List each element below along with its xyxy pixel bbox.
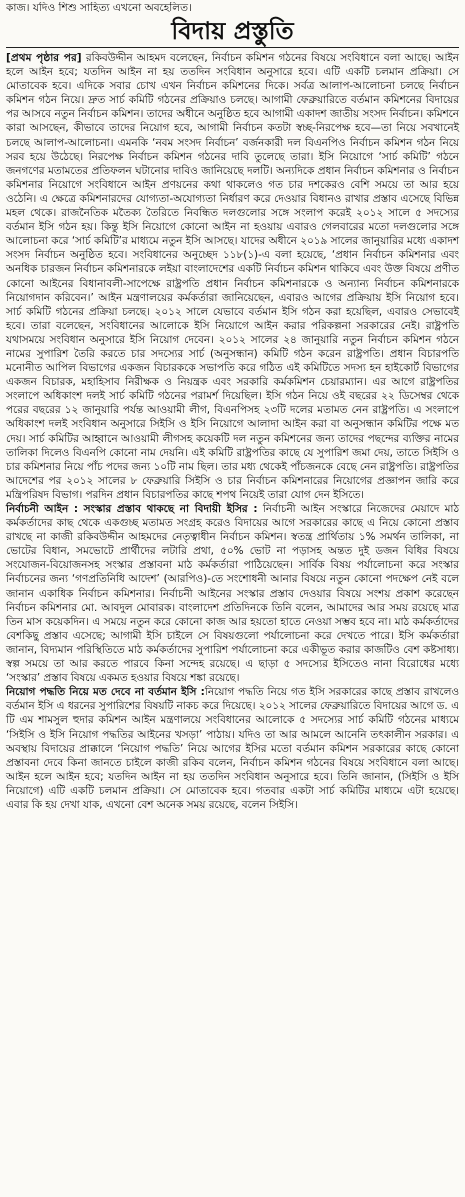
section-text-appointment-method: নিয়োগ পদ্ধতি নিয়ে গত ইসি সরকারের কাছে প্রস্তাব রাখলেও বর্তমান ইসি এ ধরনের সুপারিশের বিষয়টি নাকচ করে দিয়েছে। ২০১২ সালের ফেব্রুয়ারিতে বিদায়ের আগে ড. এ টি এম শামসুল হুদার কমিশন আইন মন্ত্রণালয়ে সংবিধানের আলোকে ৫ সদস্যের সার্চ কমিটি গঠনের মাধ্যমে ‘সিইসি ও ইসি নিয়োগ পদ্ধতির আইনের খসড়া’ পাঠায়। যদিও তা আর আমলে আনেনি তৎকালীন সরকার। এ অবস্থায় বিদায়ের প্রাক্কালে ‘নিয়োগ পদ্ধতি’ নিয়ে আগের ইসির মতো বর্তমান কমিশন সরকারের কাছে কোনো প্রস্তাবনা দেবে কিনা জানতে চাইলে কাজী রকিব বলেন, নির্বাচন কমিশন গঠনের বিষয়ে সংবিধানে বলা আছে। আইন হলে আইন হবে; যতদিন আইন না হয় ততদিন সংবিধান অনুসারে হবে। তিনি জানান, (সিইসি ও ইসি নিয়োগে) এটি একটি চলমান প্রক্রিয়া। সে মোতাবেক হবে। গতবার একটা সার্চ কমিটির মাধ্যমে এটা হয়েছে। এবার কি হয় দেখা যাক, এখনো বেশ অনেক সময় রয়েছে, বলেন সিইসি। xyxy=(6,686,459,811)
section-electoral-law xyxy=(6,502,459,685)
lead-text: রকিবউদ্দীন আহমদ বলেছেন, নির্বাচন কমিশন গঠনের বিষয়ে সংবিধানে বলা আছে। আইন হলে আইন হবে; যতদিন আইন না হয় ততদিন সংবিধান অনুসারে হবে। এটি একটি চলমান প্রক্রিয়া। সে মোতাবেক হবে। এদিকে সবার চোখ এখন নির্বাচন কমিশনের দিকে। সর্বত্র আলাপ-আলোচনা চলছে নির্বাচন কমিশন গঠন নিয়ে। দ্রুত সার্চ কমিটি গঠনের প্রক্রিয়াও চলছে। আগামী ফেব্রুয়ারিতে বর্তমান কমিশনের বিদায়ের পর আসবে নতুন নির্বাচন কমিশন। তাদের অধীনে অনুষ্ঠিত হবে আগামী একাদশ জাতীয় সংসদ নির্বাচন। কমিশনে কারা আসছেন, কীভাবে তাদের নিয়োগ হবে, আগামী নির্বাচন কতটা স্বচ্ছ-নিরপেক্ষ হবে—তা নিয়ে সবখানেই চলছে আলাপ-আলোচনা। এমনকি ‘নবম সংসদ নির্বাচন’ বর্জনকারী দল বিএনপিও নির্বাচন কমিশন গঠন নিয়ে সরব হয়ে উঠেছে। নিরপেক্ষ নির্বাচন কমিশন গঠনের দাবি তুলেছে তারা। ইসি নিয়োগে ‘সার্চ কমিটি’ গঠনে জনগণের মতামতের প্রতিফলন ঘটানোর দাবিও জানিয়েছে দলটি। অন্যদিকে প্রধান নির্বাচন কমিশনার ও নির্বাচন কমিশনার নিয়োগে সংবিধানে আইন প্রণয়নের কথা থাকলেও গত চার দশকেরও বেশি সময়ে তা আর হয়ে ওঠেনি। এ ক্ষেত্রে কমিশনারদের যোগ্যতা-অযোগ্যতা নির্ধারণ করে দেওয়ার বিধানও রাখার প্রস্তাব এসেছে বিভিন্ন মহল থেকে। রাজনৈতিক মতৈক্য তৈরিতে নিবন্ধিত দলগুলোর সঙ্গে সংলাপ করেই ২০১২ সালে ৫ সদস্যের বর্তমান ইসি গঠন হয়। কিন্তু ইসি নিয়োগে কোনো আইন না হওয়ায় এবারও গেলবারের মতো দলগুলোর সঙ্গে আলোচনা করে ‘সার্চ কমিটি’র মাধ্যমে নতুন ইসি আসছে। যাদের অধীনে ২০১৯ সালের জানুয়ারির মধ্যে একাদশ সংসদ নির্বাচন অনুষ্ঠিত হবে। সংবিধানের অনুচ্ছেদ ১১৮(১)-এ বলা হয়েছে, ‘প্রধান নির্বাচন কমিশনার এবং অনধিক চারজন নির্বাচন কমিশনারকে লইয়া বাংলাদেশের একটি নির্বাচন কমিশন থাকিবে এবং উক্ত বিষয়ে প্রণীত কোনো আইনের বিধানাবলী-সাপেক্ষে রাষ্ট্রপতি প্রধান নির্বাচন কমিশনারকে ও অন্যান্য নির্বাচন কমিশনারকে নিয়োগদান করিবেন।’ আইন মন্ত্রণালয়ের কর্মকর্তারা জানিয়েছেন, এবারও আগের প্রক্রিয়ায় ইসি নিয়োগ হবে। সার্চ কমিটি গঠনের প্রক্রিয়া চলছে। ২০১২ সালে যেভাবে বর্তমান ইসি গঠন করা হয়েছিল, এবারও সেভাবেই হবে। তারা বলেছেন, সংবিধানের আলোকে ইসি নিয়োগে আইন করার পরিকল্পনা সরকারের নেই। রাষ্ট্রপতি যথাসময়ে সংবিধান অনুসারে ইসি নিয়োগ দেবেন। ২০১২ সালের ২৪ জানুয়ারি নতুন নির্বাচন কমিশন গঠনে নামের সুপারিশ তৈরি করতে চার সদস্যের সার্চ (অনুসন্ধান) কমিটি গঠন করেন রাষ্ট্রপতি। প্রধান বিচারপতি মনোনীত আপিল বিভাগের একজন বিচারককে সভাপতি করে গঠিত এই কমিটিতে সদস্য হন হাইকোর্ট বিভাগের একজন বিচারক, মহাহিসাব নিরীক্ষক ও নিয়ন্ত্রক এবং সরকারি কর্মকমিশন চেয়ারম্যান। এর আগে রাষ্ট্রপতির সংলাপে অধিকাংশ দলই সার্চ কমিটি গঠনের পরামর্শ দিয়েছিল। ইসি গঠন নিয়ে ওই বছরের ২২ ডিসেম্বর থেকে পরের বছরের ১২ জানুয়ারি পর্যন্ত আওয়ামী লীগ, বিএনপিসহ ২৩টি দলের মতামত নেন রাষ্ট্রপতি। এ সংলাপে অধিকাংশ দলই সংবিধান অনুসারে সিইসি ও ইসি নিয়োগে আলাদা আইন করা বা অনুসন্ধান কমিটির পক্ষে মত দেয়। সার্চ কমিটির আহ্বানে আওয়ামী লীগসহ কয়েকটি দল নতুন কমিশনের জন্য তাদের পছন্দের ব্যক্তির নামের তালিকা দিলেও বিএনপি কোনো নাম দেয়নি। এই কমিটি রাষ্ট্রপতির কাছে যে সুপারিশ জমা দেয়, তাতে সিইসি ও চার কমিশনার নিয়ে পাঁচ পদের জন্য ১০টি নাম ছিল। তার মধ্য থেকেই পাঁচজনকে বেছে নেন রাষ্ট্রপতি। রাষ্ট্রপতির আদেশের পর ২০১২ সালের ৮ ফেব্রুয়ারি সিইসি ও চার নির্বাচন কমিশনারের নিয়োগের প্রজ্ঞাপন জারি করে মন্ত্রিপরিষদ বিভাগ। পরদিন প্রধান বিচারপতির কাছে শপথ নিয়েই তারা যোগ দেন ইসিতে। xyxy=(6,52,459,501)
section-heading-electoral-law: নির্বাচনী আইন : সংস্কার প্রস্তাব থাকছে না বিদায়ী ইসির : xyxy=(6,503,258,515)
continuation-label: [প্রথম পৃষ্ঠার পর] xyxy=(6,52,82,64)
previous-article-tail: কাজ। যদিও শিশু সাহিত্য এখনো অবহেলিত। xyxy=(6,2,192,14)
lead-paragraph xyxy=(6,51,459,502)
section-text-electoral-law: নির্বাচনী আইন সংস্কারে নিজেদের মেয়াদে মাঠ কর্মকর্তাদের কাছ থেকে একগুচ্ছ মতামত সংগ্রহ করেও বিদায়ের আগে সরকারের কাছে এ নিয়ে কোনো প্রস্তাব রাখছে না কাজী রকিবউদ্দীন আহমদের নেতৃত্বাধীন নির্বাচন কমিশন। স্বতন্ত্র প্রার্থিতায় ১% সমর্থন তালিকা, না ভোটের বিধান, সমভোটে প্রার্থীদের লটারি প্রথা, ৫০% ভোট না পড়াসহ অন্তত দুই ডজন বিধির বিষয়ে সংযোজন-বিয়োজনসহ সংস্কার প্রস্তাবনা মাঠ কর্মকর্তারা পাঠিয়েছেন। সার্বিক বিষয় পর্যালোচনা করে সংস্কার নির্বাচনের জন্য ‘গণপ্রতিনিধি আদেশ’ (আরপিও)-তে সংশোধনী আনার বিষয়ে নতুন কোনো পদক্ষেপ নেই বলে জানান একাধিক নির্বাচন কমিশনার। নির্বাচনী আইনের সংস্কার প্রস্তাব দেওয়ার বিষয়ে সংশয় প্রকাশ করেছেন নির্বাচন কমিশনার মো. আবদুল মোবারক। বাংলাদেশ প্রতিদিনকে তিনি বলেন, আমাদের আর সময় রয়েছে মাত্র তিন মাস কয়েকদিন। এ সময়ে নতুন করে কোনো কাজ আর হয়তো হাতে নেওয়া সম্ভব হবে না। মাঠ কর্মকর্তাদের বেশকিছু প্রস্তাব এসেছে; আগামী ইসি চাইলে সে বিষয়গুলো পর্যালোচনা করে দেখতে পারে। ইসি কর্মকর্তারা জানান, বিদ্যমান পরিস্থিতিতে মাঠ কর্মকর্তাদের সুপারিশ পর্যালোচনা করে একীভূত করার কাজটিও বেশ কষ্টসাধ্য। স্বল্প সময়ে তা আর করতে পারবে কিনা সন্দেহ রয়েছে। এ ছাড়া ৫ সদস্যের ইসিতেও নানা বিরোধের মধ্যে ‘সংস্কার’ প্রস্তাব বিষয়ে একমত হওয়ার বিষয়ে শঙ্কা রয়েছে। xyxy=(6,503,460,685)
section-heading-appointment-method: নিয়োগ পদ্ধতি নিয়ে মত দেবে না বর্তমান ইসি : xyxy=(6,686,205,699)
headline-divider xyxy=(6,47,459,48)
section-appointment-method xyxy=(6,685,459,812)
article-headline: বিদায় প্রস্তুতি xyxy=(171,16,294,45)
